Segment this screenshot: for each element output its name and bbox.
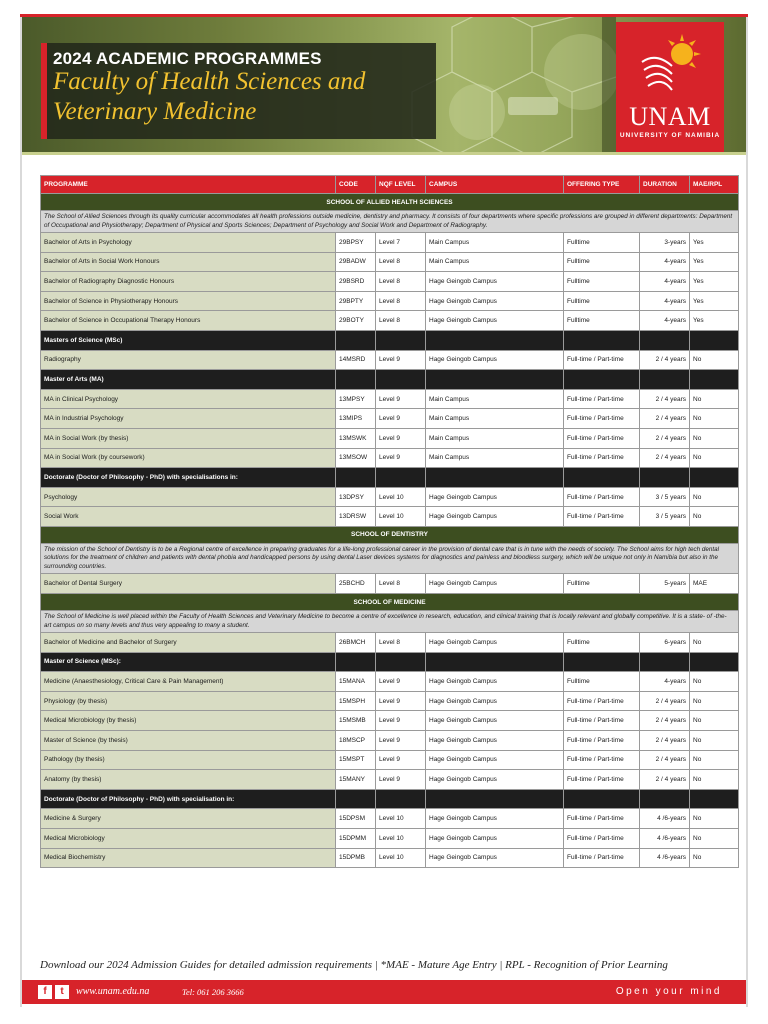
- programme-code: 15MSMB: [336, 711, 376, 731]
- mae-rpl: No: [690, 809, 739, 829]
- programme-name: Bachelor of Medicine and Bachelor of Surgery: [41, 633, 336, 653]
- school-header-row: [41, 526, 739, 543]
- duration: 4-years: [640, 272, 690, 292]
- programme-code: 15MSPH: [336, 691, 376, 711]
- offering-type: Full-time / Part-time: [564, 487, 640, 507]
- programme-name: Anatomy (by thesis): [41, 770, 336, 790]
- title-accent-bar: [41, 43, 47, 139]
- campus: Hage Geingob Campus: [426, 711, 564, 731]
- mae-rpl: No: [690, 770, 739, 790]
- duration: 4-years: [640, 311, 690, 331]
- offering-type: Fulltime: [564, 311, 640, 331]
- qualification-group-label: Master of Science (MSc):: [41, 652, 336, 672]
- programme-code: 15DPSM: [336, 809, 376, 829]
- nqf-level: Level 8: [376, 311, 426, 331]
- duration: 2 / 4 years: [640, 711, 690, 731]
- unam-logo[interactable]: [616, 22, 724, 152]
- campus: Hage Geingob Campus: [426, 750, 564, 770]
- qualification-group-row: [41, 652, 739, 672]
- mae-rpl: No: [690, 750, 739, 770]
- table-row: [41, 691, 739, 711]
- empty-cell: [336, 370, 376, 390]
- mae-rpl: Yes: [690, 291, 739, 311]
- programme-name: MA in Clinical Psychology: [41, 389, 336, 409]
- nqf-level: Level 9: [376, 711, 426, 731]
- empty-cell: [564, 330, 640, 350]
- empty-cell: [564, 370, 640, 390]
- campus: Hage Geingob Campus: [426, 809, 564, 829]
- empty-cell: [640, 370, 690, 390]
- programme-name: MA in Social Work (by coursework): [41, 448, 336, 468]
- offering-type: Fulltime: [564, 672, 640, 692]
- table-row: [41, 350, 739, 370]
- nqf-level: Level 9: [376, 730, 426, 750]
- programme-code: 13DPSY: [336, 487, 376, 507]
- programme-name: Pathology (by thesis): [41, 750, 336, 770]
- programme-code: 29BSRD: [336, 272, 376, 292]
- campus: Hage Geingob Campus: [426, 507, 564, 527]
- empty-cell: [426, 370, 564, 390]
- programme-code: 29BPSY: [336, 233, 376, 253]
- programme-name: Bachelor of Radiography Diagnostic Honours: [41, 272, 336, 292]
- nqf-level: Level 9: [376, 672, 426, 692]
- programme-code: 15MSPT: [336, 750, 376, 770]
- programme-code: 15DPMB: [336, 848, 376, 868]
- table-row: [41, 252, 739, 272]
- campus: Hage Geingob Campus: [426, 291, 564, 311]
- sun-book-icon: [638, 32, 702, 98]
- campus: Main Campus: [426, 252, 564, 272]
- empty-cell: [426, 652, 564, 672]
- mae-rpl: No: [690, 633, 739, 653]
- nqf-level: Level 9: [376, 350, 426, 370]
- campus: Hage Geingob Campus: [426, 730, 564, 750]
- table-row: [41, 487, 739, 507]
- nqf-level: Level 9: [376, 448, 426, 468]
- nqf-level: Level 9: [376, 409, 426, 429]
- duration: 2 / 4 years: [640, 691, 690, 711]
- programme-code: 13MIPS: [336, 409, 376, 429]
- logo-wordmark: UNAM: [629, 102, 711, 131]
- offering-type: Fulltime: [564, 291, 640, 311]
- programme-code: 15MANA: [336, 672, 376, 692]
- empty-cell: [426, 468, 564, 488]
- empty-cell: [336, 330, 376, 350]
- table-row: [41, 848, 739, 868]
- telephone-number: Tel: 061 206 3666: [182, 987, 244, 997]
- logo-subtitle: UNIVERSITY OF NAMIBIA: [619, 132, 721, 139]
- table-row: [41, 711, 739, 731]
- school-description: The mission of the School of Dentistry is to be a Regional centre of excellence in preparing graduates for a life-long professional career in the provision of dental care that is in tune with the needs of society. The School aims for high tech dental solutions for the treatment of children and patients with dental phobia and handicapped persons by using dental Laser devices systems for diagnostics and painless and bloodless surgery, which will be unique not only in Namibia but also in the surrounding countries.: [41, 543, 739, 574]
- nqf-level: Level 7: [376, 233, 426, 253]
- offering-type: Full-time / Part-time: [564, 507, 640, 527]
- campus: Hage Geingob Campus: [426, 311, 564, 331]
- qualification-group-label: Masters of Science (MSc): [41, 330, 336, 350]
- footer-note: Download our 2024 Admission Guides for detailed admission requirements | *MAE - Mature Age Entry | RPL - Recognition of Prior Learning: [40, 959, 668, 971]
- school-description-row: [41, 211, 739, 233]
- nqf-level: Level 9: [376, 428, 426, 448]
- empty-cell: [376, 652, 426, 672]
- duration: 2 / 4 years: [640, 750, 690, 770]
- nqf-level: Level 9: [376, 389, 426, 409]
- programme-code: 14MSRD: [336, 350, 376, 370]
- page-title: Faculty of Health Sciences and Veterinary Medicine: [53, 68, 366, 125]
- duration: 2 / 4 years: [640, 389, 690, 409]
- offering-type: Full-time / Part-time: [564, 770, 640, 790]
- offering-type: Fulltime: [564, 574, 640, 594]
- duration: 3 / 5 years: [640, 507, 690, 527]
- school-description: The School of Medicine is well placed within the Faculty of Health Sciences and Veterinary Medicine to become a centre of excellence in research, education, and clinical training that is locally relevant and globally competitive. It is a state- of -the- art campus on so many levels and thus very appealing to many a student.: [41, 611, 739, 633]
- table-row: [41, 730, 739, 750]
- programme-name: Medicine (Anaesthesiology, Critical Care & Pain Management): [41, 672, 336, 692]
- mae-rpl: Yes: [690, 233, 739, 253]
- campus: Main Campus: [426, 448, 564, 468]
- empty-cell: [690, 652, 739, 672]
- qualification-group-row: [41, 370, 739, 390]
- campus: Main Campus: [426, 389, 564, 409]
- programme-name: Master of Science (by thesis): [41, 730, 336, 750]
- mae-rpl: No: [690, 711, 739, 731]
- duration: 2 / 4 years: [640, 770, 690, 790]
- header-banner: [22, 17, 746, 154]
- programme-name: MA in Social Work (by thesis): [41, 428, 336, 448]
- empty-cell: [564, 468, 640, 488]
- table-row: [41, 409, 739, 429]
- duration: 4 /6-years: [640, 809, 690, 829]
- mae-rpl: No: [690, 672, 739, 692]
- empty-cell: [426, 330, 564, 350]
- table-row: [41, 770, 739, 790]
- offering-type: Full-time / Part-time: [564, 691, 640, 711]
- programme-code: 15DPMM: [336, 828, 376, 848]
- programme-code: 13MSOW: [336, 448, 376, 468]
- offering-type: Full-time / Part-time: [564, 750, 640, 770]
- offering-type: Full-time / Part-time: [564, 448, 640, 468]
- empty-cell: [564, 652, 640, 672]
- programme-code: 26BMCH: [336, 633, 376, 653]
- campus: Hage Geingob Campus: [426, 350, 564, 370]
- mae-rpl: No: [690, 507, 739, 527]
- offering-type: Full-time / Part-time: [564, 711, 640, 731]
- offering-type: Fulltime: [564, 272, 640, 292]
- programmes-table: [40, 175, 738, 868]
- mae-rpl: No: [690, 448, 739, 468]
- programme-name: Bachelor of Science in Occupational Therapy Honours: [41, 311, 336, 331]
- programme-code: 15MANY: [336, 770, 376, 790]
- table-row: [41, 809, 739, 829]
- table-body: [41, 194, 739, 868]
- nqf-level: Level 8: [376, 574, 426, 594]
- twitter-glyph: t: [60, 986, 64, 997]
- mae-rpl: No: [690, 487, 739, 507]
- qualification-group-row: [41, 789, 739, 809]
- duration: 2 / 4 years: [640, 448, 690, 468]
- programme-name: Medical Microbiology: [41, 828, 336, 848]
- empty-cell: [640, 789, 690, 809]
- column-header: CAMPUS: [426, 176, 564, 194]
- duration: 2 / 4 years: [640, 730, 690, 750]
- duration: 4-years: [640, 672, 690, 692]
- offering-type: Full-time / Part-time: [564, 828, 640, 848]
- programme-name: Medical Biochemistry: [41, 848, 336, 868]
- qualification-group-label: Master of Arts (MA): [41, 370, 336, 390]
- table-header-row: [41, 176, 739, 194]
- mae-rpl: No: [690, 428, 739, 448]
- campus: Main Campus: [426, 428, 564, 448]
- campus: Hage Geingob Campus: [426, 770, 564, 790]
- duration: 4 /6-years: [640, 848, 690, 868]
- offering-type: Full-time / Part-time: [564, 809, 640, 829]
- programme-code: 13MPSY: [336, 389, 376, 409]
- campus: Hage Geingob Campus: [426, 828, 564, 848]
- column-header: OFFERING TYPE: [564, 176, 640, 194]
- mae-rpl: Yes: [690, 311, 739, 331]
- offering-type: Full-time / Part-time: [564, 428, 640, 448]
- programme-name: Medical Microbiology (by thesis): [41, 711, 336, 731]
- table-row: [41, 828, 739, 848]
- school-description: The School of Allied Sciences through its quality curricular accommodates all health professions outside medicine, dentistry and pharmacy. It consists of four departments where specific professions are grouped in different departments: Department of Occupational and Physiotherapy; Department of Physical and Sports Sciences; Department of Psychology and Social Work and Department of Radiography.: [41, 211, 739, 233]
- table-row: [41, 233, 739, 253]
- duration: 4-years: [640, 291, 690, 311]
- table-row: [41, 272, 739, 292]
- programme-code: 29BOTY: [336, 311, 376, 331]
- programme-code: 13MSWK: [336, 428, 376, 448]
- programme-code: 18MSCP: [336, 730, 376, 750]
- offering-type: Full-time / Part-time: [564, 848, 640, 868]
- table-row: [41, 574, 739, 594]
- empty-cell: [640, 330, 690, 350]
- duration: 6-years: [640, 633, 690, 653]
- programme-code: 25BCHD: [336, 574, 376, 594]
- table-row: [41, 672, 739, 692]
- programme-name: Physiology (by thesis): [41, 691, 336, 711]
- offering-type: Fulltime: [564, 233, 640, 253]
- duration: 2 / 4 years: [640, 428, 690, 448]
- nqf-level: Level 10: [376, 487, 426, 507]
- nqf-level: Level 9: [376, 750, 426, 770]
- empty-cell: [690, 789, 739, 809]
- column-header: CODE: [336, 176, 376, 194]
- offering-type: Full-time / Part-time: [564, 730, 640, 750]
- campus: Hage Geingob Campus: [426, 633, 564, 653]
- programme-code: 13DRSW: [336, 507, 376, 527]
- empty-cell: [336, 789, 376, 809]
- mae-rpl: No: [690, 730, 739, 750]
- programme-code: 29BADW: [336, 252, 376, 272]
- programme-name: MA in Industrial Psychology: [41, 409, 336, 429]
- duration: 4-years: [640, 252, 690, 272]
- table-row: [41, 389, 739, 409]
- nqf-level: Level 8: [376, 272, 426, 292]
- empty-cell: [336, 468, 376, 488]
- programme-name: Medicine & Surgery: [41, 809, 336, 829]
- table-row: [41, 291, 739, 311]
- school-header-row: [41, 594, 739, 611]
- programme-name: Radiography: [41, 350, 336, 370]
- offering-type: Full-time / Part-time: [564, 350, 640, 370]
- mae-rpl: MAE: [690, 574, 739, 594]
- banner-bottom-line: [22, 152, 746, 155]
- programme-name: Psychology: [41, 487, 336, 507]
- table-row: [41, 633, 739, 653]
- school-name: SCHOOL OF ALLIED HEALTH SCIENCES: [41, 194, 739, 211]
- twitter-icon[interactable]: [55, 985, 69, 999]
- table-row: [41, 311, 739, 331]
- nqf-level: Level 9: [376, 691, 426, 711]
- empty-cell: [376, 789, 426, 809]
- offering-type: Full-time / Part-time: [564, 409, 640, 429]
- empty-cell: [376, 330, 426, 350]
- facebook-glyph: f: [43, 986, 47, 997]
- offering-type: Full-time / Part-time: [564, 389, 640, 409]
- empty-cell: [336, 652, 376, 672]
- footer-bar: [22, 980, 746, 1004]
- school-header-row: [41, 194, 739, 211]
- school-name: SCHOOL OF DENTISTRY: [41, 526, 739, 543]
- school-name: SCHOOL OF MEDICINE: [41, 594, 739, 611]
- empty-cell: [690, 370, 739, 390]
- campus: Hage Geingob Campus: [426, 848, 564, 868]
- empty-cell: [640, 652, 690, 672]
- empty-cell: [376, 468, 426, 488]
- mae-rpl: No: [690, 350, 739, 370]
- column-header: MAE/RPL: [690, 176, 739, 194]
- mae-rpl: Yes: [690, 252, 739, 272]
- empty-cell: [690, 468, 739, 488]
- campus: Hage Geingob Campus: [426, 487, 564, 507]
- empty-cell: [376, 370, 426, 390]
- table-row: [41, 428, 739, 448]
- campus: Main Campus: [426, 409, 564, 429]
- duration: 5-years: [640, 574, 690, 594]
- nqf-level: Level 8: [376, 252, 426, 272]
- programme-name: Bachelor of Science in Physiotherapy Honours: [41, 291, 336, 311]
- mae-rpl: Yes: [690, 272, 739, 292]
- duration: 2 / 4 years: [640, 409, 690, 429]
- programme-name: Bachelor of Dental Surgery: [41, 574, 336, 594]
- campus: Main Campus: [426, 233, 564, 253]
- mae-rpl: No: [690, 389, 739, 409]
- website-link[interactable]: www.unam.edu.na: [76, 986, 150, 997]
- offering-type: Fulltime: [564, 252, 640, 272]
- empty-cell: [640, 468, 690, 488]
- column-header: NQF LEVEL: [376, 176, 426, 194]
- nqf-level: Level 10: [376, 507, 426, 527]
- nqf-level: Level 8: [376, 633, 426, 653]
- nqf-level: Level 8: [376, 291, 426, 311]
- slogan: Open your mind: [615, 986, 722, 997]
- qualification-group-row: [41, 330, 739, 350]
- column-header: DURATION: [640, 176, 690, 194]
- duration: 4 /6-years: [640, 828, 690, 848]
- empty-cell: [564, 789, 640, 809]
- offering-type: Fulltime: [564, 633, 640, 653]
- programme-name: Bachelor of Arts in Social Work Honours: [41, 252, 336, 272]
- nqf-level: Level 10: [376, 848, 426, 868]
- campus: Hage Geingob Campus: [426, 691, 564, 711]
- column-header: PROGRAMME: [41, 176, 336, 194]
- mae-rpl: No: [690, 828, 739, 848]
- empty-cell: [426, 789, 564, 809]
- campus: Hage Geingob Campus: [426, 272, 564, 292]
- mae-rpl: No: [690, 409, 739, 429]
- nqf-level: Level 10: [376, 828, 426, 848]
- banner-kicker: 2024 ACADEMIC PROGRAMMES: [53, 49, 322, 68]
- campus: Hage Geingob Campus: [426, 672, 564, 692]
- programme-name: Social Work: [41, 507, 336, 527]
- duration: 2 / 4 years: [640, 350, 690, 370]
- duration: 3-years: [640, 233, 690, 253]
- table-row: [41, 448, 739, 468]
- qualification-group-row: [41, 468, 739, 488]
- nqf-level: Level 10: [376, 809, 426, 829]
- mae-rpl: No: [690, 691, 739, 711]
- school-description-row: [41, 543, 739, 574]
- duration: 3 / 5 years: [640, 487, 690, 507]
- empty-cell: [690, 330, 739, 350]
- campus: Hage Geingob Campus: [426, 574, 564, 594]
- school-description-row: [41, 611, 739, 633]
- mae-rpl: No: [690, 848, 739, 868]
- table-row: [41, 507, 739, 527]
- qualification-group-label: Doctorate (Doctor of Philosophy - PhD) with specialisations in:: [41, 468, 336, 488]
- qualification-group-label: Doctorate (Doctor of Philosophy - PhD) with specialisation in:: [41, 789, 336, 809]
- nqf-level: Level 9: [376, 770, 426, 790]
- table-row: [41, 750, 739, 770]
- programme-name: Bachelor of Arts in Psychology: [41, 233, 336, 253]
- programme-code: 29BPTY: [336, 291, 376, 311]
- facebook-icon[interactable]: [38, 985, 52, 999]
